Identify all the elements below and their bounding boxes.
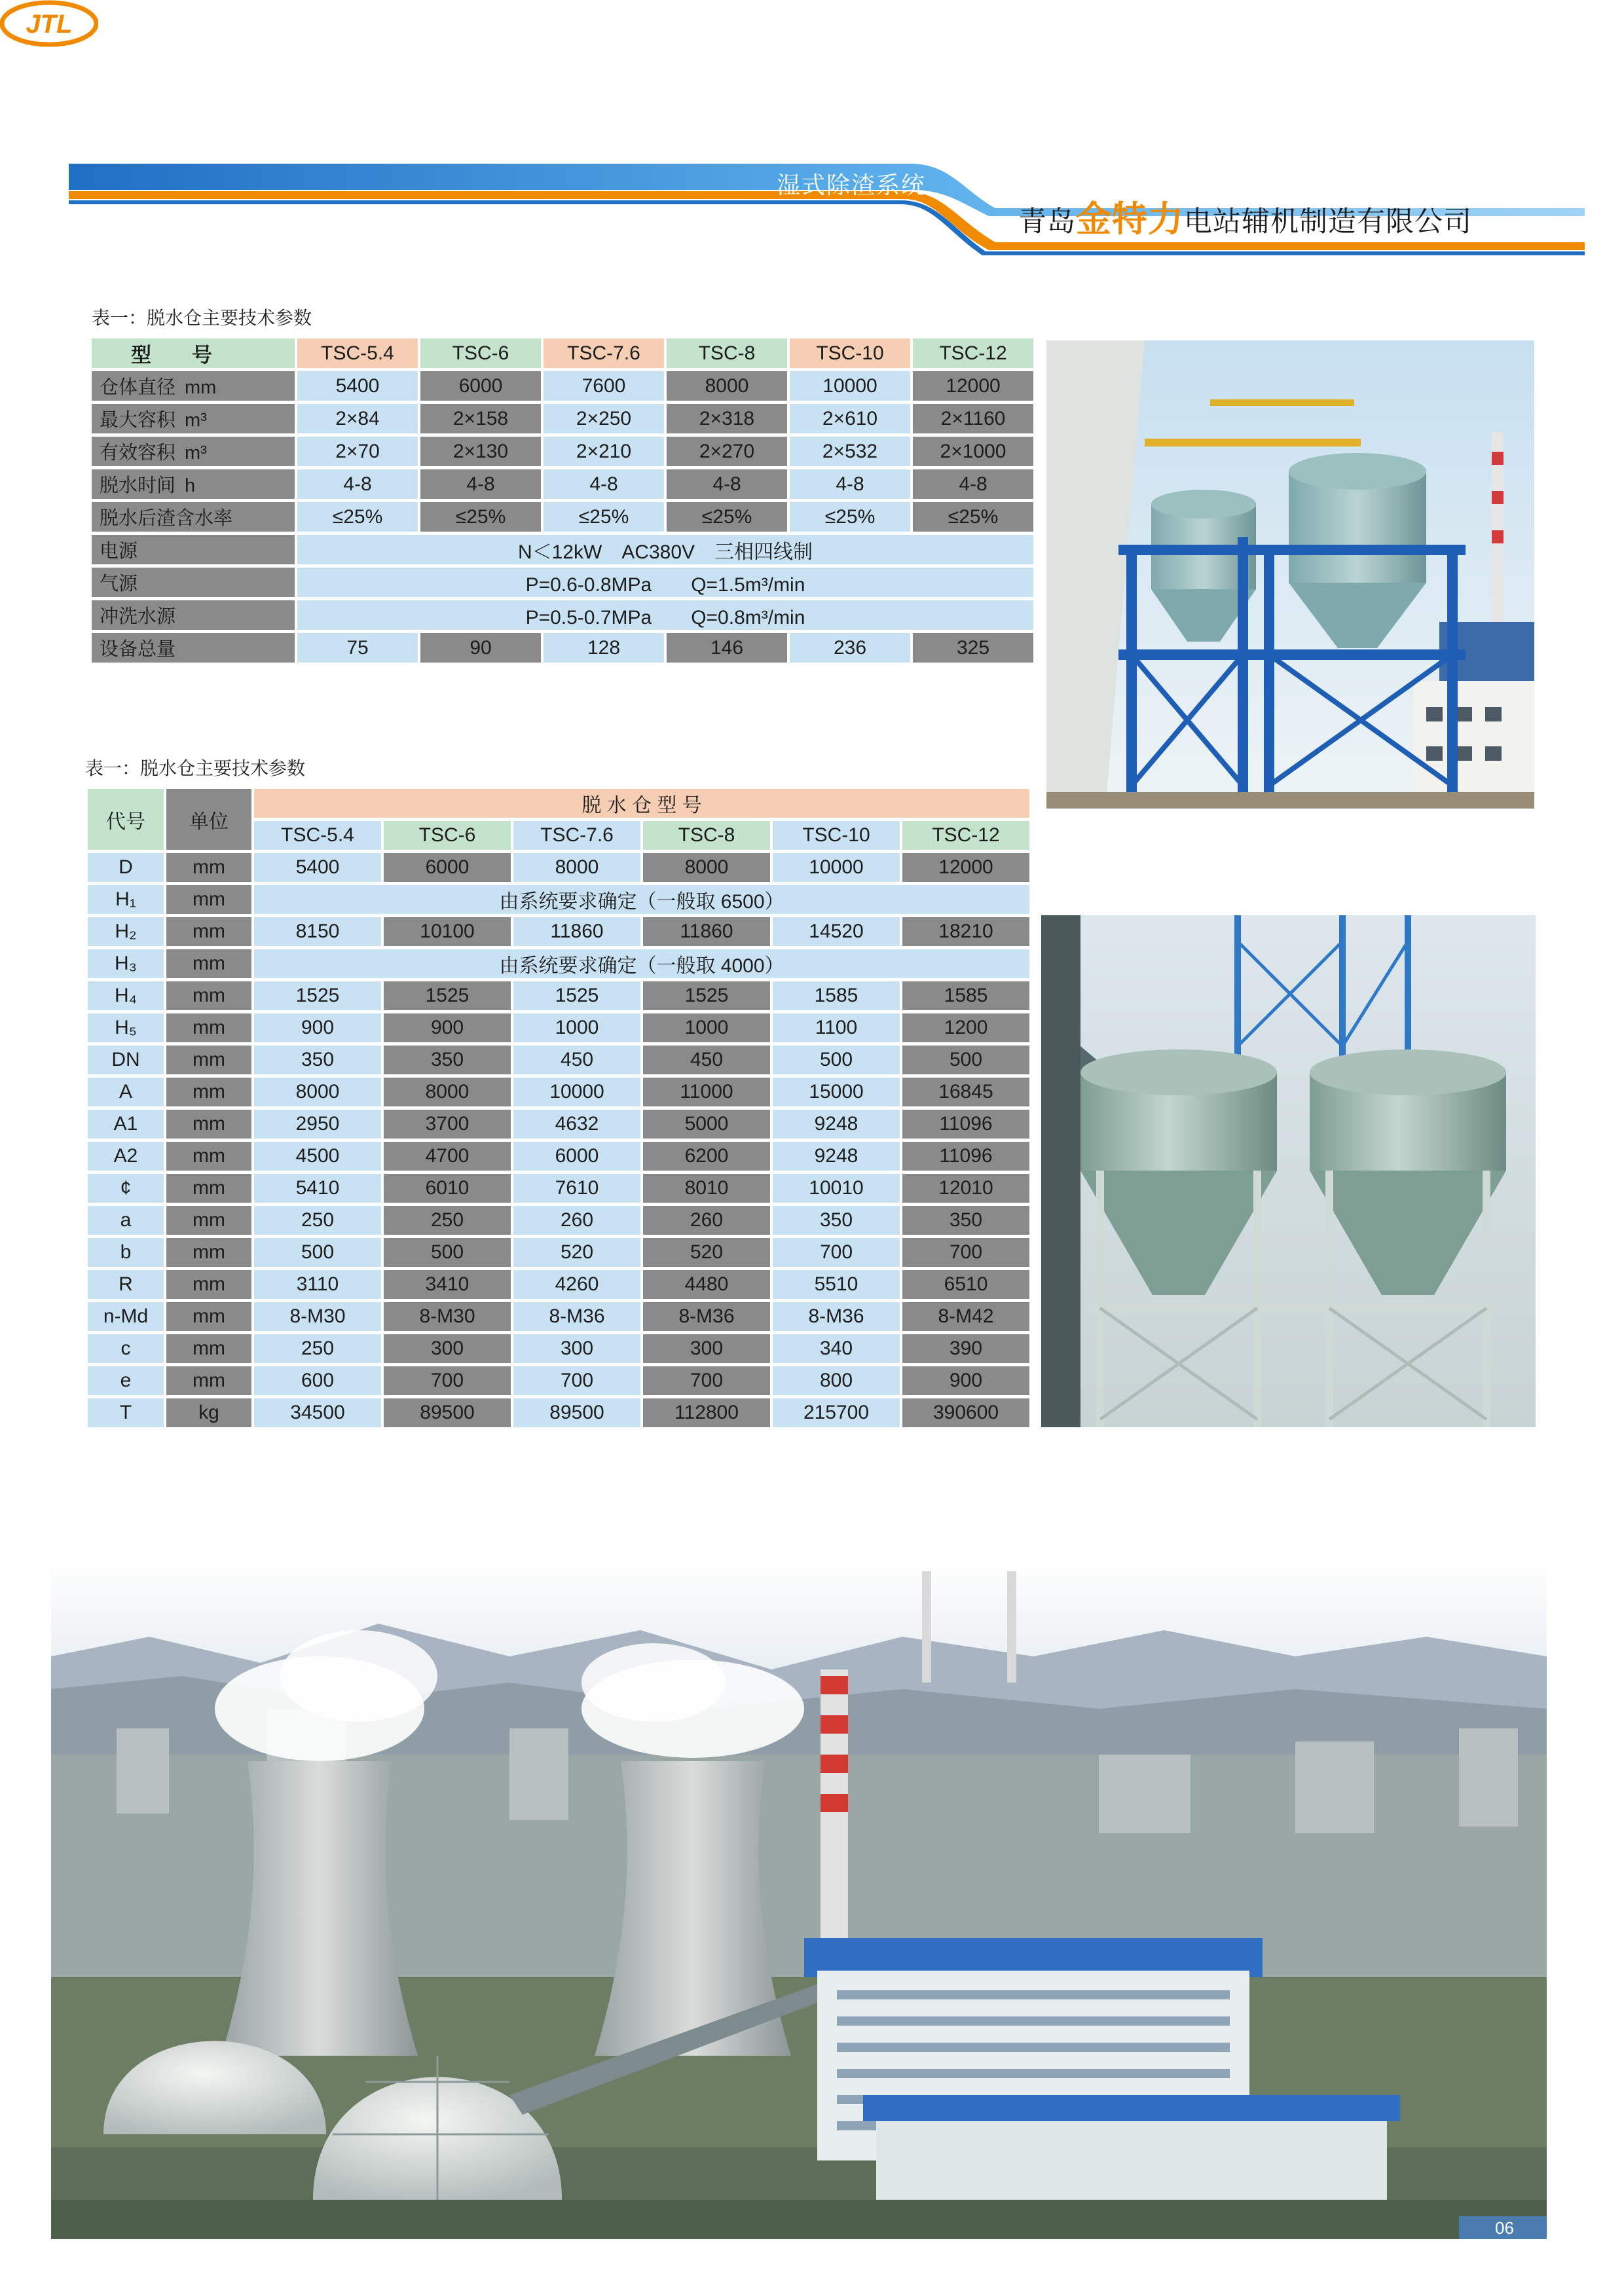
t2-unit: kg: [166, 1398, 251, 1427]
t2-cell: 600: [254, 1366, 381, 1395]
t2-cell: 500: [384, 1238, 511, 1267]
t2-row: [88, 1270, 1029, 1299]
t2-cell: 12010: [902, 1174, 1029, 1203]
t1-row-unit: mm: [185, 377, 217, 398]
t1-total-cell: 75: [297, 633, 418, 663]
t2-cell: 8-M36: [513, 1302, 640, 1331]
t2-cell: 450: [643, 1046, 770, 1074]
t2-cell: 1100: [773, 1013, 900, 1042]
t2-cell: 8-M36: [643, 1302, 770, 1331]
t2-row: [88, 1142, 1029, 1171]
t2-cell: 8000: [254, 1078, 381, 1106]
t2-cell: 8000: [384, 1078, 511, 1106]
t2-code: H₂: [88, 917, 164, 946]
t1-total-cell: 90: [420, 633, 541, 663]
t2-cell: 89500: [384, 1398, 511, 1427]
t2-cell: 89500: [513, 1398, 640, 1427]
t1-model-4: TSC-10: [790, 338, 910, 368]
t2-cell: 4700: [384, 1142, 511, 1171]
t2-unit: mm: [166, 981, 251, 1010]
t2-cell: 390600: [902, 1398, 1029, 1427]
t2-cell: 250: [254, 1206, 381, 1235]
t2-cell: 900: [902, 1366, 1029, 1395]
t2-cell: 5510: [773, 1270, 900, 1299]
t2-row: [88, 1046, 1029, 1074]
t2-cell: 300: [643, 1334, 770, 1363]
t2-cell: 300: [384, 1334, 511, 1363]
t2-unit: mm: [166, 1302, 251, 1331]
t1-cell: ≤25%: [420, 502, 541, 532]
table1-caption: 表一：脱水仓主要技术参数: [92, 307, 312, 329]
t2-cell: 15000: [773, 1078, 900, 1106]
t2-cell: 8-M42: [902, 1302, 1029, 1331]
t1-row: [92, 371, 1033, 401]
t2-cell: 500: [773, 1046, 900, 1074]
t2-cell: 350: [254, 1046, 381, 1074]
t2-cell: 18210: [902, 917, 1029, 946]
t1-row-unit: m³: [185, 443, 207, 464]
t2-cell: 3700: [384, 1110, 511, 1139]
t1-span-text: N＜12kW AC380V 三相四线制: [297, 535, 1033, 564]
t2-cell: 10000: [513, 1078, 640, 1106]
t2-model-5: TSC-12: [902, 821, 1029, 850]
t2-cell: 8000: [513, 853, 640, 882]
t2-cell: 112800: [643, 1398, 770, 1427]
t2-code: H₅: [88, 1013, 164, 1042]
t1-cell: 2×270: [667, 437, 787, 466]
t2-cell: 3110: [254, 1270, 381, 1299]
t1-total-row: [92, 633, 1033, 663]
t1-cell: 2×130: [420, 437, 541, 466]
t2-cell: 10100: [384, 917, 511, 946]
t2-group-title: 脱 水 仓 型 号: [254, 789, 1029, 818]
t2-cell: 5410: [254, 1174, 381, 1203]
t1-total-cell: 325: [913, 633, 1033, 663]
t2-cell: 700: [643, 1366, 770, 1395]
t2-code: e: [88, 1366, 164, 1395]
t1-cell: 2×70: [297, 437, 418, 466]
t1-cell: 10000: [790, 371, 910, 401]
t1-model-0: TSC-5.4: [297, 338, 418, 368]
t2-cell: 4632: [513, 1110, 640, 1139]
t2-unit: mm: [166, 1238, 251, 1267]
t2-row: [88, 1366, 1029, 1395]
t2-cell: 500: [902, 1046, 1029, 1074]
t2-header-row-1: [88, 789, 1029, 818]
t2-code: DN: [88, 1046, 164, 1074]
t1-cell: 2×610: [790, 404, 910, 433]
t1-cell: 4-8: [913, 469, 1033, 499]
t2-unit: mm: [166, 885, 251, 914]
t2-code: H₃: [88, 949, 164, 978]
t1-span-label: 电源: [92, 535, 295, 564]
t2-unit: mm: [166, 1110, 251, 1139]
t2-row: [88, 1302, 1029, 1331]
t1-span-text: P=0.6-0.8MPa Q=1.5m³/min: [297, 568, 1033, 597]
t2-span-text: 由系统要求确定（一般取 4000）: [254, 949, 1029, 978]
t1-cell: ≤25%: [297, 502, 418, 532]
t2-cell: 350: [384, 1046, 511, 1074]
t2-cell: 1585: [902, 981, 1029, 1010]
t2-cell: 700: [773, 1238, 900, 1267]
t2-code: A2: [88, 1142, 164, 1171]
t1-cell: 2×250: [544, 404, 664, 433]
t1-row: [92, 502, 1033, 532]
t2-cell: 11000: [643, 1078, 770, 1106]
t2-unit: mm: [166, 1078, 251, 1106]
t2-code: n-Md: [88, 1302, 164, 1331]
t1-row-label: [92, 502, 295, 532]
t1-cell: 8000: [667, 371, 787, 401]
t1-cell: 12000: [913, 371, 1033, 401]
t2-cell: 4500: [254, 1142, 381, 1171]
twin-silos-image: [1041, 915, 1536, 1427]
t1-row-label: [92, 404, 295, 433]
t2-cell: 6510: [902, 1270, 1029, 1299]
t2-cell: 250: [254, 1334, 381, 1363]
t1-cell: 4-8: [544, 469, 664, 499]
t2-cell: 8-M30: [254, 1302, 381, 1331]
t1-row-label-text: 脱水后渣含水率: [100, 508, 233, 529]
t2-cell: 8150: [254, 917, 381, 946]
t2-row: [88, 1110, 1029, 1139]
t1-model-3: TSC-8: [667, 338, 787, 368]
t2-unit: mm: [166, 1046, 251, 1074]
company-logo: [0, 0, 98, 47]
t2-cell: 350: [773, 1206, 900, 1235]
t2-cell: 700: [513, 1366, 640, 1395]
t1-row-unit: m³: [185, 410, 207, 431]
t2-code: A: [88, 1078, 164, 1106]
t2-cell: 260: [513, 1206, 640, 1235]
t1-model-5: TSC-12: [913, 338, 1033, 368]
t1-cell: 2×1000: [913, 437, 1033, 466]
t1-row-label-text: 最大容积: [100, 410, 176, 431]
t2-cell: 8000: [643, 853, 770, 882]
t1-row-label-text: 仓体直径: [100, 377, 176, 398]
t2-cell: 14520: [773, 917, 900, 946]
t2-cell: 1200: [902, 1013, 1029, 1042]
t2-span-text: 由系统要求确定（一般取 6500）: [254, 885, 1029, 914]
page-number: 06: [1495, 2218, 1514, 2238]
t2-code: ¢: [88, 1174, 164, 1203]
t1-model-2: TSC-7.6: [544, 338, 664, 368]
t2-unit: mm: [166, 1334, 251, 1363]
t2-cell: 340: [773, 1334, 900, 1363]
t2-cell: 6000: [513, 1142, 640, 1171]
t1-total-cell: 146: [667, 633, 787, 663]
table2-caption: 表一：脱水仓主要技术参数: [85, 757, 306, 779]
silo-structure-photo: [1046, 340, 1534, 809]
t1-span-row: [92, 600, 1033, 630]
power-plant-image: [51, 1558, 1547, 2239]
t2-cell: 900: [384, 1013, 511, 1042]
t1-cell: 6000: [420, 371, 541, 401]
t2-col-code: 代号: [88, 789, 164, 850]
t1-cell: ≤25%: [913, 502, 1033, 532]
t2-code: H₄: [88, 981, 164, 1010]
t2-cell: 11860: [513, 917, 640, 946]
t1-total-cell: 236: [790, 633, 910, 663]
t1-header-row: [92, 338, 1033, 368]
t2-cell: 11096: [902, 1142, 1029, 1171]
t2-cell: 1525: [643, 981, 770, 1010]
t1-span-text: P=0.5-0.7MPa Q=0.8m³/min: [297, 600, 1033, 630]
t1-cell: ≤25%: [544, 502, 664, 532]
t1-header-label: 型 号: [92, 338, 295, 368]
t2-cell: 300: [513, 1334, 640, 1363]
t2-cell: 6200: [643, 1142, 770, 1171]
t1-cell: 2×158: [420, 404, 541, 433]
t1-cell: ≤25%: [667, 502, 787, 532]
t1-cell: 4-8: [297, 469, 418, 499]
t2-row: [88, 1078, 1029, 1106]
t2-cell: 5000: [643, 1110, 770, 1139]
t2-row: [88, 1206, 1029, 1235]
section-title: 湿式除渣系统: [776, 172, 926, 199]
t2-unit: mm: [166, 917, 251, 946]
t2-unit: mm: [166, 1270, 251, 1299]
t2-cell: 450: [513, 1046, 640, 1074]
t1-cell: 2×532: [790, 437, 910, 466]
t2-cell: 250: [384, 1206, 511, 1235]
t2-cell: 1525: [513, 981, 640, 1010]
t1-cell: 7600: [544, 371, 664, 401]
t2-model-0: TSC-5.4: [254, 821, 381, 850]
t2-cell: 700: [384, 1366, 511, 1395]
t2-cell: 8-M36: [773, 1302, 900, 1331]
t1-total-label: 设备总量: [92, 633, 295, 663]
t1-cell: 4-8: [667, 469, 787, 499]
t1-row-label-text: 脱水时间: [100, 475, 176, 496]
t2-cell: 215700: [773, 1398, 900, 1427]
t1-cell: 2×318: [667, 404, 787, 433]
t1-total-cell: 128: [544, 633, 664, 663]
t1-row-label: [92, 371, 295, 401]
t2-cell: 1525: [384, 981, 511, 1010]
t2-model-4: TSC-10: [773, 821, 900, 850]
t2-row: [88, 1238, 1029, 1267]
t1-row: [92, 437, 1033, 466]
t2-cell: 500: [254, 1238, 381, 1267]
t2-model-3: TSC-8: [643, 821, 770, 850]
t2-cell: 4260: [513, 1270, 640, 1299]
twin-silos-photo: [1041, 915, 1536, 1427]
t2-cell: 900: [254, 1013, 381, 1042]
t2-code: A1: [88, 1110, 164, 1139]
t1-model-1: TSC-6: [420, 338, 541, 368]
company-prefix: 青岛: [1018, 206, 1076, 238]
t2-code: H₁: [88, 885, 164, 914]
t2-cell: 16845: [902, 1078, 1029, 1106]
t2-cell: 520: [643, 1238, 770, 1267]
t2-code: D: [88, 853, 164, 882]
page-header: [0, 0, 1624, 275]
t2-cell: 8010: [643, 1174, 770, 1203]
t1-span-row: [92, 535, 1033, 564]
t2-code: T: [88, 1398, 164, 1427]
t2-row: [88, 885, 1029, 914]
t1-row: [92, 404, 1033, 433]
company-highlight: 金特力: [1076, 198, 1184, 240]
t1-cell: 2×84: [297, 404, 418, 433]
t1-span-label: 冲洗水源: [92, 600, 295, 630]
t2-model-2: TSC-7.6: [513, 821, 640, 850]
t2-row: [88, 853, 1029, 882]
t1-span-label: 气源: [92, 568, 295, 597]
t2-cell: 11096: [902, 1110, 1029, 1139]
t2-unit: mm: [166, 853, 251, 882]
t2-col-unit: 单位: [166, 789, 251, 850]
t2-cell: 9248: [773, 1142, 900, 1171]
t2-cell: 1525: [254, 981, 381, 1010]
t2-cell: 3410: [384, 1270, 511, 1299]
t2-cell: 800: [773, 1366, 900, 1395]
t2-cell: 1000: [643, 1013, 770, 1042]
t2-row: [88, 949, 1029, 978]
t1-cell: 2×210: [544, 437, 664, 466]
t2-cell: 5400: [254, 853, 381, 882]
t2-code: a: [88, 1206, 164, 1235]
t2-row: [88, 1398, 1029, 1427]
company-suffix: 电站辅机制造有限公司: [1184, 206, 1472, 238]
t2-row: [88, 1013, 1029, 1042]
t1-row-unit: h: [185, 475, 196, 496]
silo-structure-image: [1046, 340, 1534, 809]
t2-row: [88, 917, 1029, 946]
t2-cell: 390: [902, 1334, 1029, 1363]
t2-cell: 1585: [773, 981, 900, 1010]
t2-cell: 2950: [254, 1110, 381, 1139]
t2-unit: mm: [166, 1206, 251, 1235]
t2-unit: mm: [166, 949, 251, 978]
t1-cell: 2×1160: [913, 404, 1033, 433]
company-name: [1018, 191, 1472, 242]
t1-row-label-text: 有效容积: [100, 443, 176, 464]
t2-cell: 700: [902, 1238, 1029, 1267]
t2-cell: 260: [643, 1206, 770, 1235]
t2-cell: 350: [902, 1206, 1029, 1235]
t1-cell: 4-8: [790, 469, 910, 499]
t1-cell: 4-8: [420, 469, 541, 499]
t1-row-label: [92, 469, 295, 499]
spec-table-2: [85, 786, 1032, 1430]
t2-model-1: TSC-6: [384, 821, 511, 850]
t2-code: R: [88, 1270, 164, 1299]
t2-unit: mm: [166, 1366, 251, 1395]
t2-cell: 10010: [773, 1174, 900, 1203]
spec-table-1: [89, 335, 1036, 666]
t2-unit: mm: [166, 1013, 251, 1042]
t2-cell: 6010: [384, 1174, 511, 1203]
t2-cell: 520: [513, 1238, 640, 1267]
t2-code: b: [88, 1238, 164, 1267]
t2-cell: 34500: [254, 1398, 381, 1427]
t2-cell: 8-M30: [384, 1302, 511, 1331]
t2-code: c: [88, 1334, 164, 1363]
t2-cell: 11860: [643, 917, 770, 946]
t1-row-label: [92, 437, 295, 466]
t1-span-row: [92, 568, 1033, 597]
power-plant-panorama: [51, 1558, 1547, 2239]
t2-cell: 6000: [384, 853, 511, 882]
t2-cell: 10000: [773, 853, 900, 882]
t2-unit: mm: [166, 1174, 251, 1203]
t2-unit: mm: [166, 1142, 251, 1171]
t1-cell: 5400: [297, 371, 418, 401]
t2-row: [88, 1174, 1029, 1203]
t2-cell: 4480: [643, 1270, 770, 1299]
t2-row: [88, 981, 1029, 1010]
t2-cell: 12000: [902, 853, 1029, 882]
t2-cell: 1000: [513, 1013, 640, 1042]
t2-cell: 9248: [773, 1110, 900, 1139]
t2-cell: 7610: [513, 1174, 640, 1203]
t1-row: [92, 469, 1033, 499]
logo-text: JTL: [26, 10, 73, 39]
t2-row: [88, 1334, 1029, 1363]
t1-cell: ≤25%: [790, 502, 910, 532]
